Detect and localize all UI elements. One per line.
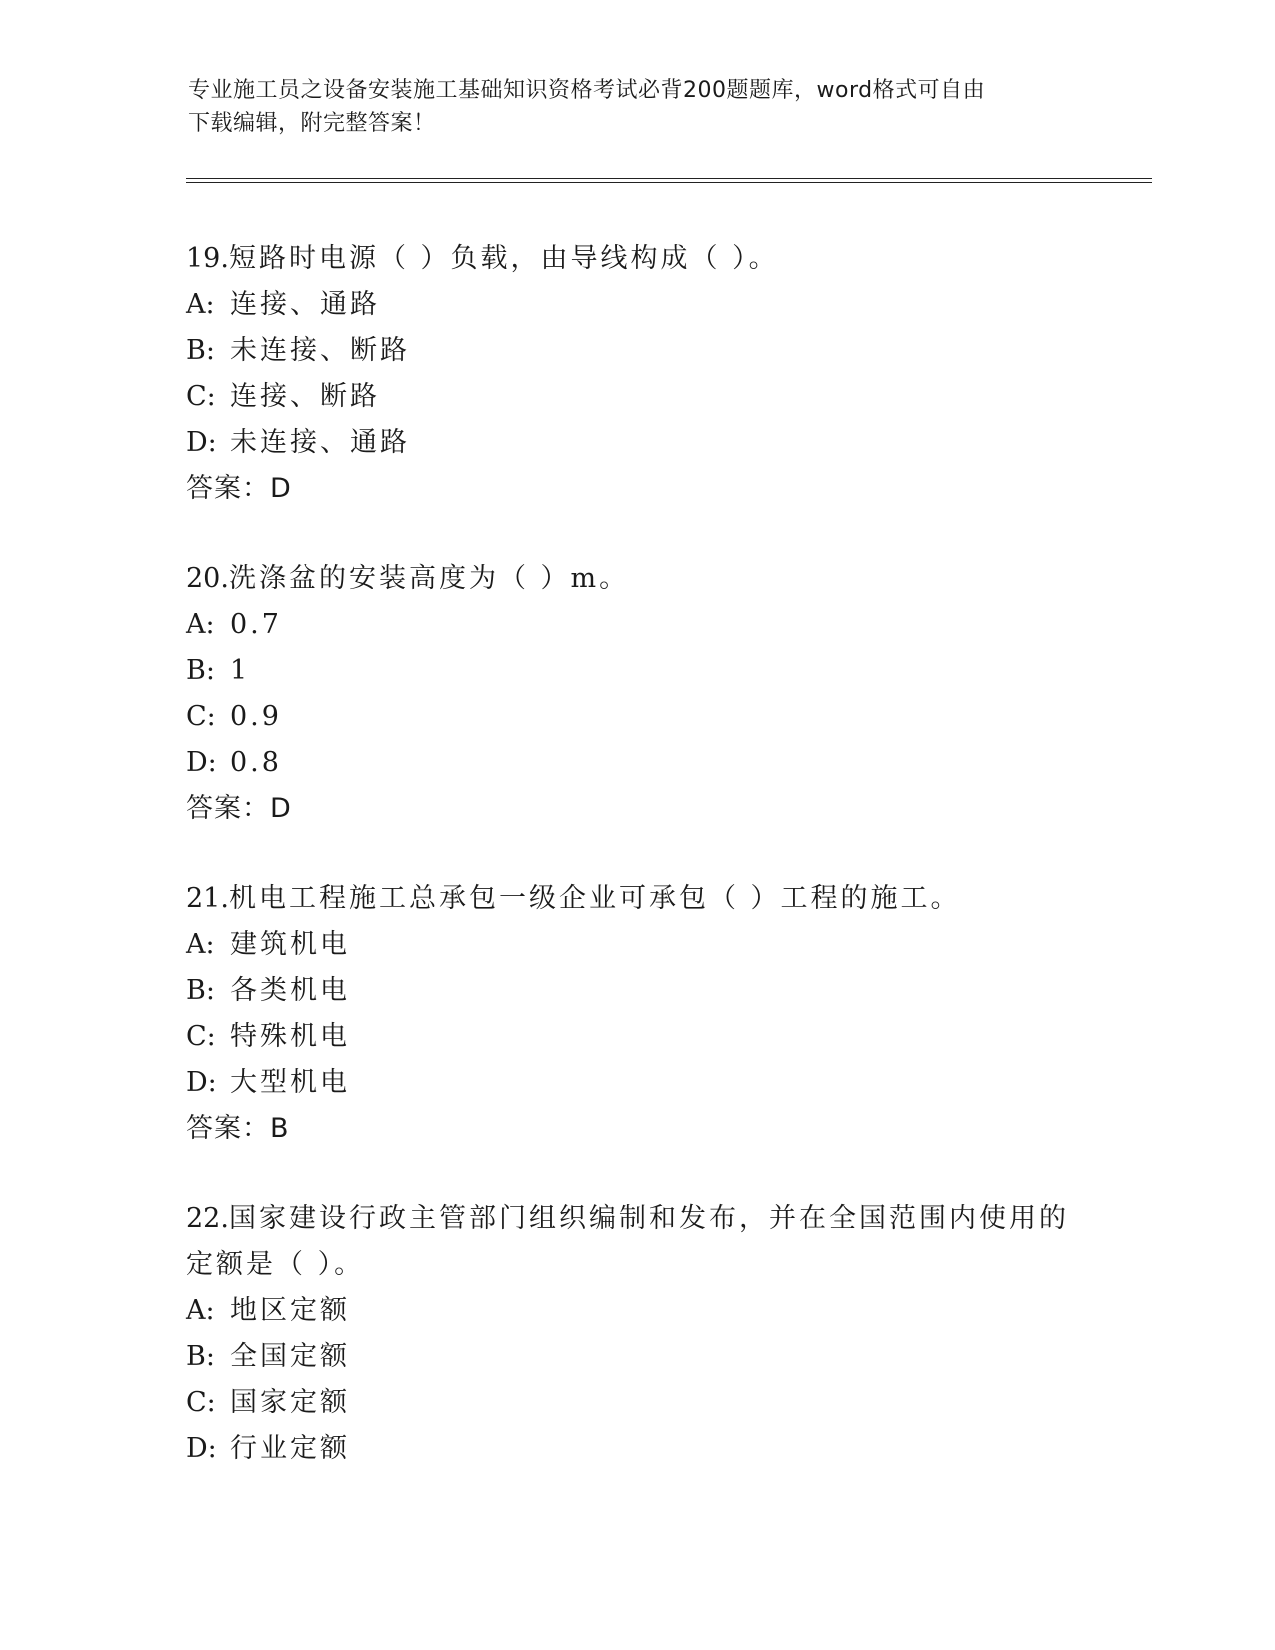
option-text: 未连接、通路 [230, 427, 410, 458]
question-text [186, 236, 1086, 282]
option-c [186, 374, 1086, 420]
answer: 答案：B [186, 1113, 290, 1144]
option-key: B: [186, 975, 215, 1006]
option-text: 1 [230, 655, 251, 686]
answer: 答案：D [186, 793, 292, 824]
question-19 [186, 236, 1086, 512]
question-text [186, 1196, 1086, 1288]
question-number: 20. [186, 563, 229, 594]
option-key: D: [186, 1433, 217, 1464]
option-d [186, 1060, 1086, 1106]
option-key: A: [186, 1295, 215, 1326]
answer: 答案：D [186, 473, 292, 504]
question-stem: 机电工程施工总承包一级企业可承包（ ）工程的施工。 [228, 883, 961, 914]
option-d [186, 1426, 1086, 1472]
option-key: C: [186, 381, 216, 412]
question-number: 19. [186, 243, 229, 274]
option-key: D: [186, 747, 217, 778]
option-a [186, 282, 1086, 328]
header-divider [186, 178, 1152, 183]
option-text: 大型机电 [230, 1067, 350, 1098]
option-key: C: [186, 1387, 216, 1418]
option-key: B: [186, 1341, 215, 1372]
option-text: 地区定额 [230, 1295, 350, 1326]
option-key: B: [186, 335, 215, 366]
question-21 [186, 876, 1086, 1152]
option-b [186, 968, 1086, 1014]
option-key: A: [186, 929, 215, 960]
question-text [186, 556, 1086, 602]
option-b [186, 1334, 1086, 1380]
option-key: D: [186, 1067, 217, 1098]
option-c [186, 694, 1086, 740]
question-number: 21. [186, 883, 229, 914]
question-stem: 短路时电源（ ）负载，由导线构成（ ）。 [228, 243, 779, 274]
option-text: 建筑机电 [230, 929, 350, 960]
question-list [186, 236, 1086, 1516]
option-text: 未连接、断路 [230, 335, 410, 366]
option-text: 0.7 [230, 609, 282, 640]
question-stem: 洗涤盆的安装高度为（ ）m。 [228, 563, 630, 594]
option-c [186, 1014, 1086, 1060]
option-d [186, 420, 1086, 466]
option-text: 连接、通路 [230, 289, 380, 320]
option-text: 全国定额 [230, 1341, 350, 1372]
option-key: A: [186, 289, 215, 320]
option-a [186, 1288, 1086, 1334]
option-d [186, 740, 1086, 786]
option-key: A: [186, 609, 215, 640]
option-key: D: [186, 427, 217, 458]
option-text: 各类机电 [230, 975, 350, 1006]
question-text [186, 876, 1086, 922]
option-text: 0.9 [230, 701, 282, 732]
option-text: 国家定额 [230, 1387, 350, 1418]
option-a [186, 922, 1086, 968]
option-key: C: [186, 701, 216, 732]
option-text: 连接、断路 [230, 381, 380, 412]
question-20 [186, 556, 1086, 832]
option-c [186, 1380, 1086, 1426]
option-b [186, 648, 1086, 694]
header-line-2: 下载编辑，附完整答案！ [188, 111, 436, 136]
option-text: 行业定额 [230, 1433, 350, 1464]
option-key: B: [186, 655, 215, 686]
option-b [186, 328, 1086, 374]
option-a [186, 602, 1086, 648]
option-text: 0.8 [230, 747, 282, 778]
option-text: 特殊机电 [230, 1021, 350, 1052]
question-stem: 国家建设行政主管部门组织编制和发布，并在全国范围内使用的定额是（ ）。 [186, 1203, 1069, 1280]
option-key: C: [186, 1021, 216, 1052]
header-line-1: 专业施工员之设备安装施工基础知识资格考试必背200题题库，word格式可自由 [188, 78, 986, 103]
question-22 [186, 1196, 1086, 1472]
document-header [188, 74, 1088, 140]
question-number: 22. [186, 1203, 229, 1234]
